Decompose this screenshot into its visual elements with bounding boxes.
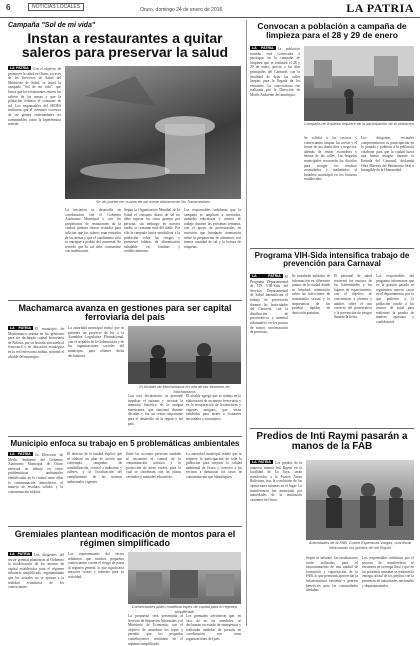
gremiales-headline: Gremiales plantean modificación de montos para el régimen simplificado: [14, 529, 236, 549]
page-header: [0, 0, 420, 18]
salt-body-col1: LA PATRIA Con el objetivo de promover la salud en Oruro, a través de los Servicios de Salud del Ministerio de Salud, se inició la campaña "Sol de mi vida", que busca que los restaurantes retiren los saleros de las mesas y que la población reduzca el consumo de sal. Los responsables del SEDES indicaron que el consumo excesivo de sal genera enfermedades no transmisibles como la hipertensión arterial.: [8, 66, 61, 127]
machamarca-body-col3: Con esta declaratoria, se pretende impulsar el turismo y rescatar la memoria histórica de la antigua maestranza, que funcionó durante décadas y fue un centro importante para el desarrollo de la región y del país.: [128, 394, 183, 426]
divider: [8, 526, 242, 527]
brand-tag: LA PATRIA: [10, 452, 31, 456]
machamarca-caption: El Alcalde de Machamarca en una de las sesiones de Machamarca: [139, 385, 230, 394]
page-number: 6: [6, 3, 11, 12]
gremiales-body-col4: Los gremiales advirtieron que, en caso de no ser atendidos, se declararán en estado de emergencia y realizarán medidas de presión en coordinación con otras organizaciones del país.: [186, 614, 241, 641]
gremiales-caption: Comerciantes piden modificar topes de capital para el régimen simplificado: [131, 605, 238, 614]
cleanup-street-image: [304, 46, 414, 121]
fab-photo: [306, 460, 414, 540]
fab-caption: Autoridades de la FAB, Cobert Esperanza Vargas, cuál fiscal informando los predios de Inti Raymi: [308, 541, 412, 550]
fab-body-col1: LA PATRIA Los predios de la empresa minera Inti Raymi en la localidad de La Joya, serán transferidos a la Fuerza Aérea Boliviana, tras la conclusión de las operaciones mineras en el lugar. La transferencia fue anunciada por autoridades de la institución castrense en Oruro.: [250, 460, 302, 502]
fab-headline: Predios de Inti Raymi pasarán a manos de la FAB: [256, 431, 408, 453]
salt-headline: Instan a restaurantes a quitar saleros para preservar la salud: [21, 30, 229, 61]
salt-caption: Se vió puede ver cuanto de sal existe diariamente No Transmisibles: [95, 200, 211, 204]
gremiales-market-image: [128, 552, 241, 604]
salt-body-col2: La iniciativa se desarrolla en coordinación con el Gobierno Autónomo Municipal y con los propietarios de restaurantes de la ciudad, quienes fueron visitados para solicitar que los saleros sean retirados de las mesas y que el condimento solo se entregue a pedido del comensal. Se recordó que la sal debe consumirse con moderación.: [65, 208, 121, 254]
cleanup-body-col2: Se solicitó a los vecinos y comerciantes limpiar las aceras y el frente de sus domicilios y negocios, además de retirar escombros y basura de las calles. Las brigadas municipales recorrerán los distritos para recoger los residuos acumulados y trasladarlos al botadero municipal en los horarios establecidos.: [304, 136, 357, 182]
cleanup-body-col1: LA PATRIA La población orureña está convocada a participar en la campaña de limpieza que se realizará el 28 y 29 de enero, previo a los días principales del Carnaval, con la finalidad de dejar las calles limpias para la llegada de los visitantes. La convocatoria fue realizada por la Dirección de Medio Ambiente del municipio.: [250, 46, 300, 97]
machamarca-meeting-image: [128, 326, 241, 384]
municipio-body-col1: LA PATRIA La Dirección de Medio Ambiente del Gobierno Autónomo Municipal de Oruro enfocará su trabajo en cinco problemáticas ambientales identificadas en la ciudad, entre ellas la contaminación atmosférica, el manejo de residuos sólidos y la contaminación hídrica.: [8, 452, 63, 494]
brand-tag: LA PATRIA: [10, 552, 31, 556]
gremiales-body-col3: La propuesta será presentada al Servicio de Impuestos Nacionales y al Ministerio de Economía, con el objetivo de actualizar los topes y permitir que los pequeños contribuyentes continúen en el régimen simplificado.: [128, 614, 183, 646]
machamarca-headline: Machamarca avanza en gestiones para ser capital ferroviaria del país: [18, 303, 232, 323]
gremiales-body-col2: Los representantes del sector señalaron que muchos pequeños comerciantes corren el riesgo de pasar al régimen general, lo que significaría mayores costos y trámites para su actividad.: [68, 552, 124, 579]
salt-body-col4: Los responsables señalaron que la campaña se ampliará a mercados, unidades educativas y centros de trabajo durante las próximas semanas, con el apoyo de profesionales en nutrición que brindarán orientación sobre la preparación de alimentos con menor cantidad de sal y la lectura de etiquetas.: [184, 208, 241, 249]
salt-kicker: Campaña "Sol de mi vida": [8, 22, 96, 29]
brand-tag: LA PATRIA: [252, 460, 271, 464]
machamarca-body-col1: LA PATRIA El municipio de Machamarca avanza en las gestiones para ser declarado capital ferroviaria de Bolivia, por su historia vinculada al ferrocarril y su ubicación estratégica en la red ferroviaria andina, informó el alcalde del municipio.: [8, 326, 64, 359]
machamarca-body-col2: La autoridad municipal indicó que se presentó un proyecto de ley a la Asamblea Legislativa Plurinacional, con el respaldo de la Gobernación y de las organizaciones sociales del municipio, para obtener dicha declaratoria.: [68, 326, 124, 358]
salt-shaker-image: [65, 66, 241, 199]
divider: [250, 428, 414, 429]
fab-officials-image: [306, 460, 414, 540]
cleanup-body-col3: Los dirigentes vecinales comprometieron su participación en la jornada y pidieron a la población colaborar para que la ciudad luzca una buena imagen durante la Entrada del Carnaval, declarada Obra Maestra del Patrimonio Oral e Intangible de la Humanidad.: [361, 136, 414, 173]
gremiales-body-col1: LA PATRIA Los dirigentes del sector gremial plantearon al Gobierno la modificación de los montos de capital establecidos para el régimen tributario simplificado, argumentando que los actuales no se ajustan a la realidad económica de los comerciantes.: [8, 552, 64, 590]
masthead: LA PATRIA: [346, 1, 414, 15]
divider: [8, 300, 242, 301]
cleanup-photo: [304, 46, 414, 121]
machamarca-photo: [128, 326, 241, 384]
fab-body-col2: Según se informó, las instalaciones serán utilizadas para el funcionamiento de una unidad de formación y capacitación de la FAB, lo que permitirá aprovechar la infraestructura existente y generar beneficios para las comunidades aledañas.: [306, 556, 358, 593]
fab-body-col3: Los responsables señalaron que el proceso de transferencia se encuentra en su etapa final y que en las próximas semanas se realizará la entrega oficial de los predios con la presencia de autoridades nacionales y departamentales.: [362, 556, 414, 588]
vih-headline: Programa VIH-Sida intensifica trabajo de prevención para Carnaval: [254, 251, 410, 269]
cleanup-caption: Campaña de limpieza requiere de la participación de la población: [304, 122, 414, 126]
vih-body-col4: Los responsables del programa informaron que en la gestión pasada se registraron nuevos casos en el departamento, por lo que pidieron a la población acudir a los centros de salud para realizarse la prueba de manera oportuna y confidencial.: [376, 274, 414, 324]
brand-tag: LA PATRIA: [252, 46, 274, 50]
section-label: NOTICIAS LOCALES: [28, 3, 84, 11]
divider: [250, 248, 414, 249]
salt-body-col3: Según la Organización Mundial de la Salud el consumo diario de sal no debe superar los cinco gramos por persona, sin embargo en nuestro medio se consume más del doble. Por ello la campaña busca sensibilizar a la población sobre los riesgos y promover hábitos de alimentación saludable en familias y establecimientos.: [124, 208, 180, 254]
vih-body-col3: El personal de salud recorrerá los ensayos de las fraternidades y los lugares de esparcimiento, con el objetivo de concientizar a jóvenes y adultos sobre el uso correcto del preservativo y la prevención de riesgos durante la fiesta.: [334, 274, 372, 320]
vih-body-col2: Se instalarán módulos de información en diferentes puntos de la ciudad donde se brindará orientación sobre las infecciones de transmisión sexual y la importancia de las pruebas rápidas de detección gratuitas.: [292, 274, 330, 315]
salt-photo: [65, 66, 241, 199]
municipio-body-col3: Entre las acciones previstas también se encuentra el control de la contaminación acústica y la protección de áreas verdes, para lo cual se coordinará con las juntas vecinales y unidades educativas.: [126, 452, 181, 479]
gremiales-photo: [128, 552, 241, 604]
cleanup-headline: Convocan a población a campaña de limpieza para el 28 y 29 de enero: [257, 21, 407, 40]
dateline: Oruro, domingo 24 de enero de 2016: [140, 7, 223, 13]
divider: [8, 436, 242, 437]
municipio-headline: Municipio enfoca su trabajo en 5 problemáticas ambientales: [10, 439, 240, 448]
brand-tag: LA PATRIA: [10, 326, 32, 330]
vih-body-col1: LA PATRIA El Programa Departamental de ITS VIH-Sida del Servicio Departamental de Salud intensificará el trabajo de prevención durante las festividades del Carnaval, con la distribución de preservativos y material informativo en los puntos de mayor concentración de personas.: [250, 274, 288, 335]
municipio-body-col2: El director de la unidad explicó que se elaboró un plan de acción que contempla campañas de sensibilización, control a industrias y talleres, y la fiscalización del cumplimiento de las normas ambientales vigentes.: [67, 452, 122, 484]
column-divider: [246, 20, 247, 626]
brand-tag: LA PATRIA: [10, 66, 29, 70]
machamarca-body-col4: El alcalde agregó que se trabaja en la elaboración de un museo ferroviario y en la recuperación de locomotoras y vagones antiguos, que serán exhibidos para atraer a visitantes nacionales y extranjeros.: [186, 394, 241, 421]
brand-tag: LA PATRIA: [252, 274, 281, 278]
municipio-body-col4: La autoridad municipal señaló que se requiere la participación de toda la población para mejorar la calidad ambiental de Oruro y convocó a los vecinos a denunciar los casos de contaminación que identifiquen.: [186, 452, 242, 479]
